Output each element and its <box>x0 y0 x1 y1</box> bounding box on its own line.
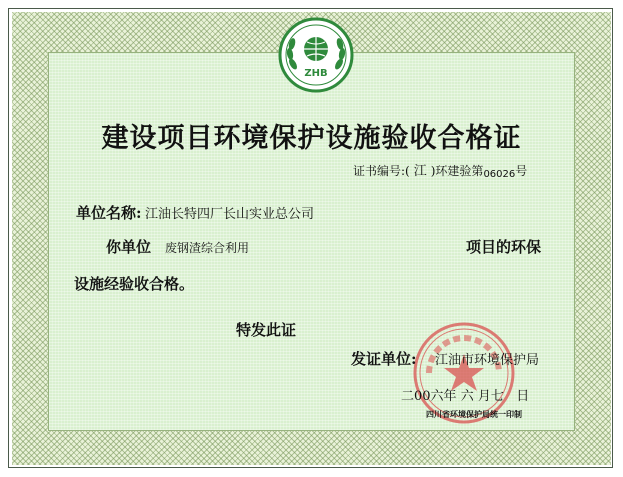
hereby-certified: 特发此证 <box>236 321 297 339</box>
certificate-title: 建设项目环境保护设施验收合格证 <box>101 123 522 154</box>
date-month-unit: 月 <box>477 389 491 404</box>
issue-date <box>401 385 529 404</box>
unit-name-value: 江油长特四厂长山实业总公司 <box>145 207 315 222</box>
certificate-number-prefix: 证书编号:( <box>353 164 410 178</box>
date-month: 六 <box>460 389 474 404</box>
acceptance-statement: 设施经验收合格。 <box>74 275 195 293</box>
date-year: 二00六 <box>401 389 444 404</box>
date-day-unit: 日 <box>516 389 530 404</box>
certificate-number <box>353 160 527 180</box>
certificate-number-middle: )环建验第 <box>430 164 484 178</box>
issuer-value: 江油市环境保护局 <box>435 353 540 368</box>
certificate-number-suffix: 号 <box>515 164 528 178</box>
unit-name-label: 单位名称: <box>76 204 142 222</box>
environmental-protection-emblem-icon <box>277 16 355 94</box>
issuer-label: 发证单位: <box>351 350 417 368</box>
project-env-label: 项目的环保 <box>466 238 542 256</box>
certificate-number-value: 06026 <box>483 169 516 180</box>
date-year-unit: 年 <box>443 389 457 404</box>
project-name-value: 废钢渣综合利用 <box>165 241 250 255</box>
emblem-text: ZHB <box>304 68 328 79</box>
certificate-number-region: 江 <box>413 164 427 179</box>
your-unit-label: 你单位 <box>106 238 152 256</box>
printer-note: 四川省环境保护局统一印制 <box>426 409 522 419</box>
date-day: 七 <box>490 389 504 404</box>
